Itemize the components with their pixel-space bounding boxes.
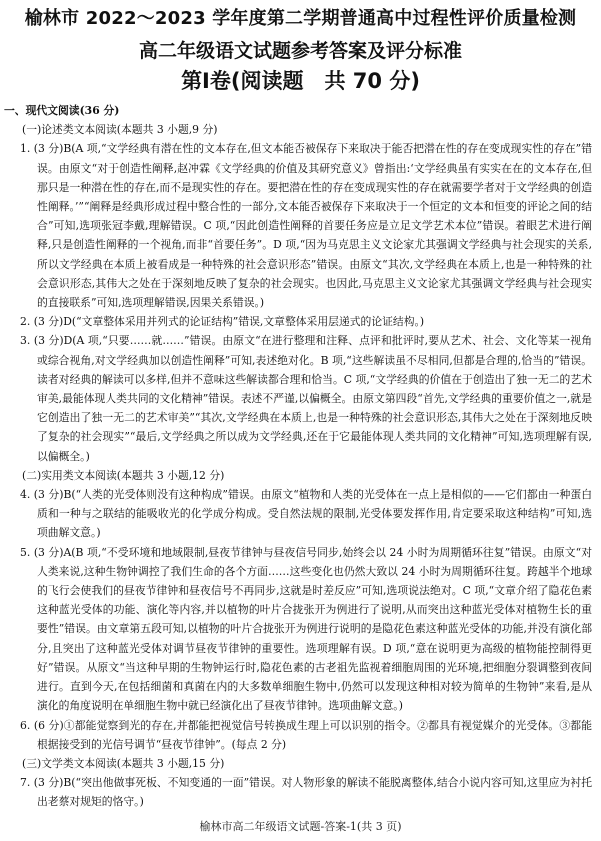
exam-title: 榆林市 2022～2023 学年度第二学期普通高中过程性评价质量检测 (24, 8, 577, 29)
page-footer: 榆林市高二年级语文试题-答案-1(共 3 页) (199, 820, 402, 833)
subsection-heading: (三)文学类文本阅读(本题共 3 小题,15 分) (22, 756, 225, 770)
answer-item: 6. (6 分)①都能觉察到光的存在,并都能把视觉信号转换成生理上可以识别的指令。②都具有视觉媒介的光受体。③都能根据接受到的光信号调节“昼夜节律钟”。(每点 2 分) (20, 718, 592, 751)
answer-item: 3. (3 分)D(A 项,“只要……就……”错误。由原文“在进行整理和注释、点评和批评时,要从艺术、社会、文化等某一视角或综合视角,对文学经典加以创造性阐释”可知,表述绝对化。B 项,“这些解读虽不尽相同,但都是合理的,恰当的”错误。读者对经典的解读可以多样,但并不意味这些解读都合理和恰当。C 项,“文学经典的价值在于创造出了独一无二的艺术审美,最能体现人类共同的文化精神”错误。表述不严谨,以偏概全。由原文第四段“首先,文学经典的重要价值之一,就是它创造出了独一无二的艺术审美”“其次,文学经典在本质上,也是一种特殊的社会意识形态,其伟大之处在于深刻地反映了复杂的社会现实”“最后,文学经典之所以成为文学经典,还在于它最能体现人类共同的文化精神”可知,选项理解有误,以偏概全。) (20, 334, 592, 463)
answer-item: 7. (3 分)B(“突出他做事死板、不知变通的一面”错误。对人物形象的解读不能脱离整体,结合小说内容可知,这里应为衬托出老蔡对规矩的恪守。) (20, 776, 592, 809)
answer-item: 1. (3 分)B(A 项,“文学经典有潜在性的文本存在,但文本能否被保存下来取决于能否把潜在性的存在变成现实性的存在”错误。由原文“对于创造性阐释,赵冲霖《文学经典的价值及其研究意义》曾指出:‘文学经典虽有实实在在的文本存在,但那只是一种潜在性的存在,而不是现实性的存在。要把潜在性的存在变成现实性的存在就需要学者对于文学经典的创造性阐释。’”“阐释是经典形成过程中整合性的一部分,文本能否被保存下来取决于一个恒定的文本和恒变的评论之间的结合”可知,选项张冠李戴,理解错误。C 项,“因此创造性阐释的首要任务应是立足文学艺术本位”错误。着眼艺术进行阐释,只是创造性阐释的一个视角,而非“首要任务”。D 项,“因为马克思主义文论家尤其强调文学经典与社会现实的关系,所以文学经典在本质上被看成是一种特殊的社会意识形态”错误。由原文“其次,文学经典在本质上,也是一种特殊的社会意识形态,其伟大之处在于深刻地反映了复杂的社会现实。也因此,马克思主义文论家尤其强调文学经典与社会现实的直接联系”可知,选项理解错误,因果关系错误。) (20, 142, 592, 310)
volume-heading: 第Ⅰ卷(阅读题 共 70 分) (181, 69, 420, 93)
subsection-heading: (二)实用类文本阅读(本题共 3 小题,12 分) (22, 468, 225, 482)
subsection-heading: (一)论述类文本阅读(本题共 3 小题,9 分) (22, 123, 218, 137)
document-subtitle: 高二年级语文试题参考答案及评分标准 (138, 40, 462, 62)
section-heading: 一、现代文阅读(36 分) (4, 104, 120, 117)
answer-content (4, 101, 592, 815)
answer-item: 4. (3 分)B(“人类的光受体则没有这种构成”错误。由原文“植物和人类的光受体在一点上是相似的——它们都由一种蛋白质和一种与之联结的能吸收光的化学成分构成。受自然法规的限制,光受体要发挥作用,肯定要采取这种结构”可知,选项曲解文意。) (20, 488, 592, 540)
answer-item: 5. (3 分)A(B 项,“不受环境和地域限制,昼夜节律钟与昼夜信号同步,始终会以 24 小时为周期循环往复”错误。由原文“对人类来说,这种生物钟调控了我们生命的各个方面……这些变化也仍然大致以 24 小时为周期循环往复。跨越半个地球的飞行会使我们的昼夜节律钟和昼夜信号不再同步,这就是时差反应”可知,选项说法绝对。C 项,“文章介绍了隐花色素这种蓝光受体的功能、演化等内容,并以植物的叶片合拢张开为例进行了说明,从而突出这种蓝光受体对植物生长的重要性”错误。由文章第五段可知,以植物的叶片合拢张开为例进行说明的是隐花色素这种蓝光受体的功能,并没有演化部分,且突出了这种蓝光受体对调节昼夜节律钟的重要性。选项理解有误。D 项,“意在说明更为高级的植物能控制得更好”错误。从原文“当这种早期的生物钟运行时,隐花色素的古老祖先监视着细胞周围的光环境,把细胞分裂调整到夜间进行。直到今天,在包括细菌和真菌在内的大多数单细胞生物中,仍然可以发现这种相对较为简单的生物钟”来看,是从演化的角度说明在单细胞生物中就已经演化出了昼夜节律钟。选项曲解文意。) (20, 545, 592, 713)
answer-item: 2. (3 分)D(“文章整体采用并列式的论证结构”错误,文章整体采用层递式的论证结构。) (20, 315, 425, 329)
